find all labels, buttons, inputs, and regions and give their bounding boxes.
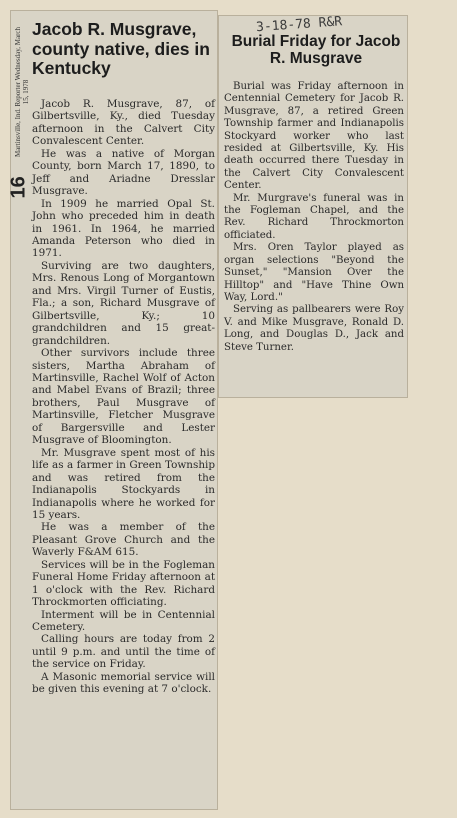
page-number: 16: [7, 176, 30, 199]
handwritten-date-note: 3-18-78 R&R: [255, 14, 343, 36]
obituary-paragraph: Jacob R. Musgrave, 87, of Gilbertsville, Ky., died Tuesday afternoon in the Calvert City Convalescent Center.: [32, 98, 215, 148]
burial-headline: Burial Friday for Jacob R. Musgrave: [231, 33, 401, 68]
obituary-paragraph: Mr. Musgrave spent most of his life as a farmer in Green Township and was retired from the Indianapolis Stockyards in Indianapolis where he worked for 15 years.: [32, 446, 215, 521]
obituary-paragraph: Calling hours are today from 2 until 9 p.m. and until the time of the service on Friday.: [32, 633, 215, 671]
burial-clipping: [218, 15, 408, 398]
burial-paragraph: Mr. Murgrave's funeral was in the Fogleman Chapel, and the Rev. Richard Throckmorton officiated.: [224, 192, 404, 241]
burial-paragraph: Burial was Friday afternoon in Centennial Cemetery for Jacob R. Musgrave, 87, a retired Green Township farmer and Indianapolis Stockyard worker who last resided at Gilbertsville, Ky. His death occurred there Tuesday in the Calvert City Convalescent Center.: [224, 81, 404, 192]
obituary-paragraph: He was a member of the Pleasant Grove Church and the Waverly F&AM 615.: [32, 521, 215, 559]
obituary-paragraph: In 1909 he married Opal St. John who preceded him in death in 1961. In 1964, he married Amanda Peterson who died in 1971.: [32, 197, 215, 260]
obituary-paragraph: Surviving are two daughters, Mrs. Renous Long of Morgantown and Mrs. Virgil Turner of Eustis, Fla.; a son, Richard Musgrave of Gilbertsville, Ky.; 10 grandchildren and 15 great-grandchildren.: [32, 259, 215, 347]
publication-dateline-text: Martinsville, Ind. Reporter Wednesday, March 15, 1978: [14, 26, 30, 158]
obituary-body: [32, 98, 215, 696]
burial-paragraph: Serving as pallbearers were Roy V. and Mike Musgrave, Ronald D. Long, and Douglas D., Jack and Steve Turner.: [224, 304, 404, 353]
burial-body: [224, 81, 404, 354]
obituary-headline: Jacob R. Musgrave, county native, dies in Kentucky: [32, 19, 210, 79]
obituary-clipping: [7, 10, 218, 810]
obituary-paragraph: A Masonic memorial service will be given this evening at 7 o'clock.: [32, 670, 215, 696]
publication-dateline: [12, 22, 30, 172]
obituary-paragraph: Services will be in the Fogleman Funeral Home Friday afternoon at 1 o'clock with the Rev. Richard Throckmorten officiating.: [32, 558, 215, 609]
obituary-paragraph: He was a native of Morgan County, born March 17, 1890, to Jeff and Ariadne Dresslar Musgrave.: [32, 147, 215, 198]
burial-paragraph: Mrs. Oren Taylor played as organ selections "Beyond the Sunset," "Mansion Over the Hilltop" and "Have Thine Own Way, Lord.": [224, 242, 404, 303]
obituary-paragraph: Interment will be in Centennial Cemetery.: [32, 608, 215, 634]
obituary-paragraph: Other survivors include three sisters, Martha Abraham of Martinsville, Rachel Wolf of Acton and Mabel Evans of Brazil; three brothers, Paul Musgrave of Martinsville, Fletcher Musgrave of Bargersville and Lester Musgrave of Bloomington.: [32, 347, 215, 447]
